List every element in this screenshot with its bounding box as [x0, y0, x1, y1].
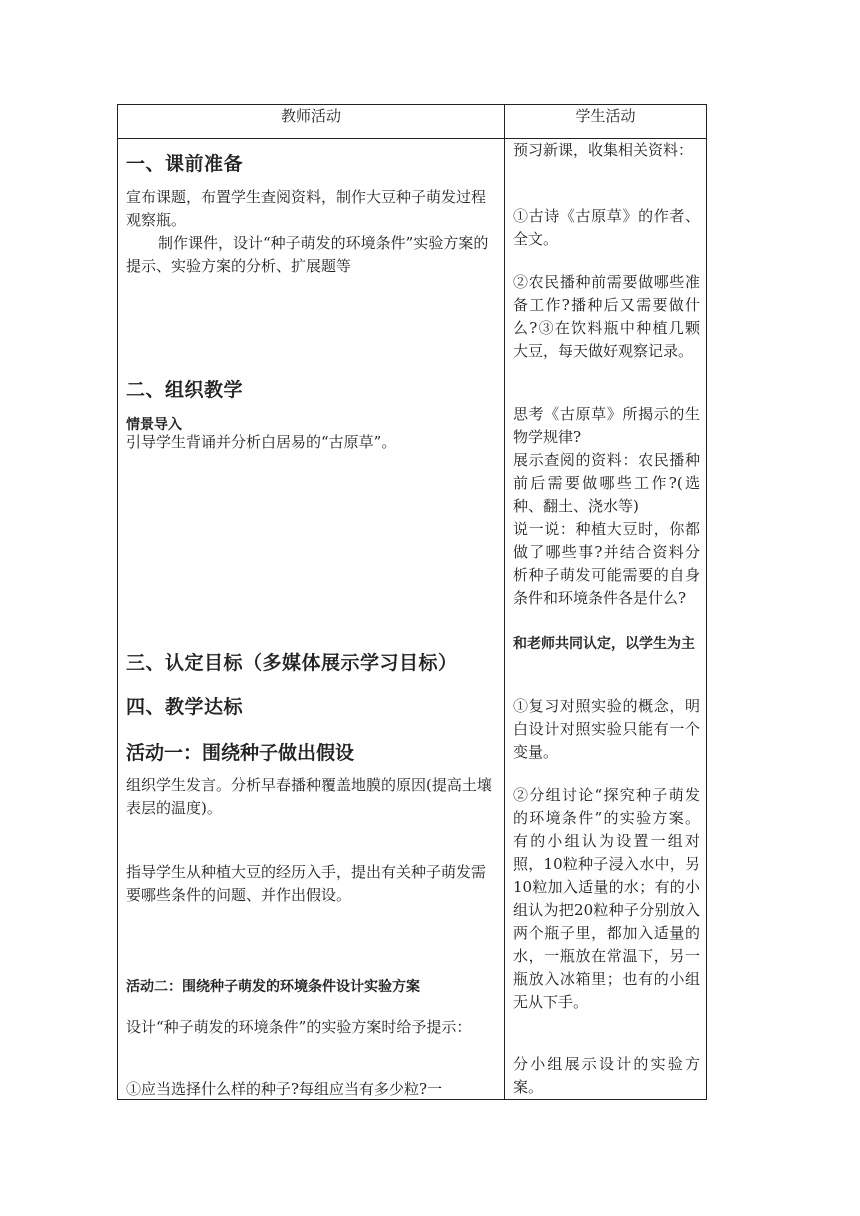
activity-1-title: 活动一：围绕种子做出假设: [126, 742, 355, 764]
teacher-activity-cell: [118, 139, 505, 1100]
student-paragraph-2: ①古诗《古原草》的作者、全文。: [513, 207, 700, 248]
table-body-row: [118, 139, 707, 1100]
section-1-paragraph-1: 宣布课题，布置学生查阅资料，制作大豆种子萌发过程观察瓶。: [126, 188, 487, 229]
student-paragraph-1: 预习新课，收集相关资料：: [513, 141, 694, 159]
section-4-title: 四、教学达标: [126, 696, 244, 718]
activity-1-paragraph-1: 组织学生发言。分析早春播种覆盖地膜的原因(提高土壤表层的温度)。: [126, 776, 492, 817]
activity-2-title: 活动二：围绕种子萌发的环境条件设计实验方案: [126, 979, 420, 995]
section-2-paragraph: 引导学生背诵并分析白居易的“古原草”。: [126, 433, 397, 451]
section-3-title: 三、认定目标（多媒体展示学习目标）: [126, 652, 458, 674]
section-1-paragraph-2: 制作课件，设计“种子萌发的环境条件”实验方案的提示、实验方案的分析、扩展题等: [126, 234, 489, 275]
section-2-subtitle: 情景导入: [126, 417, 182, 433]
student-activity-header: 学生活动: [505, 105, 707, 139]
activity-2-paragraph-2: ①应当选择什么样的种子?每组应当有多少粒?一: [126, 1080, 443, 1098]
student-paragraph-5: 展示查阅的资料：农民播种前后需要做哪些工作?(选种、翻土、浇水等): [513, 451, 700, 515]
lesson-plan-table: [117, 104, 707, 1100]
student-paragraph-4: 思考《古原草》所揭示的生物学规律?: [513, 405, 700, 446]
student-paragraph-10: 分小组展示设计的实验方案。: [513, 1055, 700, 1096]
student-paragraph-9: ②分组讨论“探究种子萌发的环境条件”的实验方案。有的小组认为设置一组对照，10粒种子浸入水中，另10粒加入适量的水；有的小组认为把20粒种子分别放入两个瓶子里，都加入适量的水，一瓶放在常温下，另一瓶放入冰箱里；也有的小组无从下手。: [513, 786, 700, 1011]
student-paragraph-3: ②农民播种前需要做哪些准备工作?播种后又需要做什么?③在饮料瓶中种植几颗大豆，每天做好观察记录。: [513, 273, 700, 360]
student-paragraph-7: 和老师共同认定，以学生为主: [513, 636, 695, 652]
student-paragraph-8: ①复习对照实验的概念，明白设计对照实验只能有一个变量。: [513, 697, 700, 761]
section-2-title: 二、组织教学: [126, 379, 244, 401]
activity-1-paragraph-2: 指导学生从种植大豆的经历入手，提出有关种子萌发需要哪些条件的问题、并作出假设。: [126, 863, 487, 904]
section-1-title: 一、课前准备: [126, 153, 244, 175]
student-paragraph-6: 说一说：种植大豆时，你都做了哪些事?并结合资料分析种子萌发可能需要的自身条件和环境条件各是什么?: [513, 520, 700, 607]
student-activity-cell: [505, 139, 707, 1100]
teacher-activity-header: 教师活动: [118, 105, 505, 139]
activity-2-paragraph-1: 设计“种子萌发的环境条件”的实验方案时给予提示：: [126, 1018, 472, 1036]
table-header-row: [118, 105, 707, 139]
